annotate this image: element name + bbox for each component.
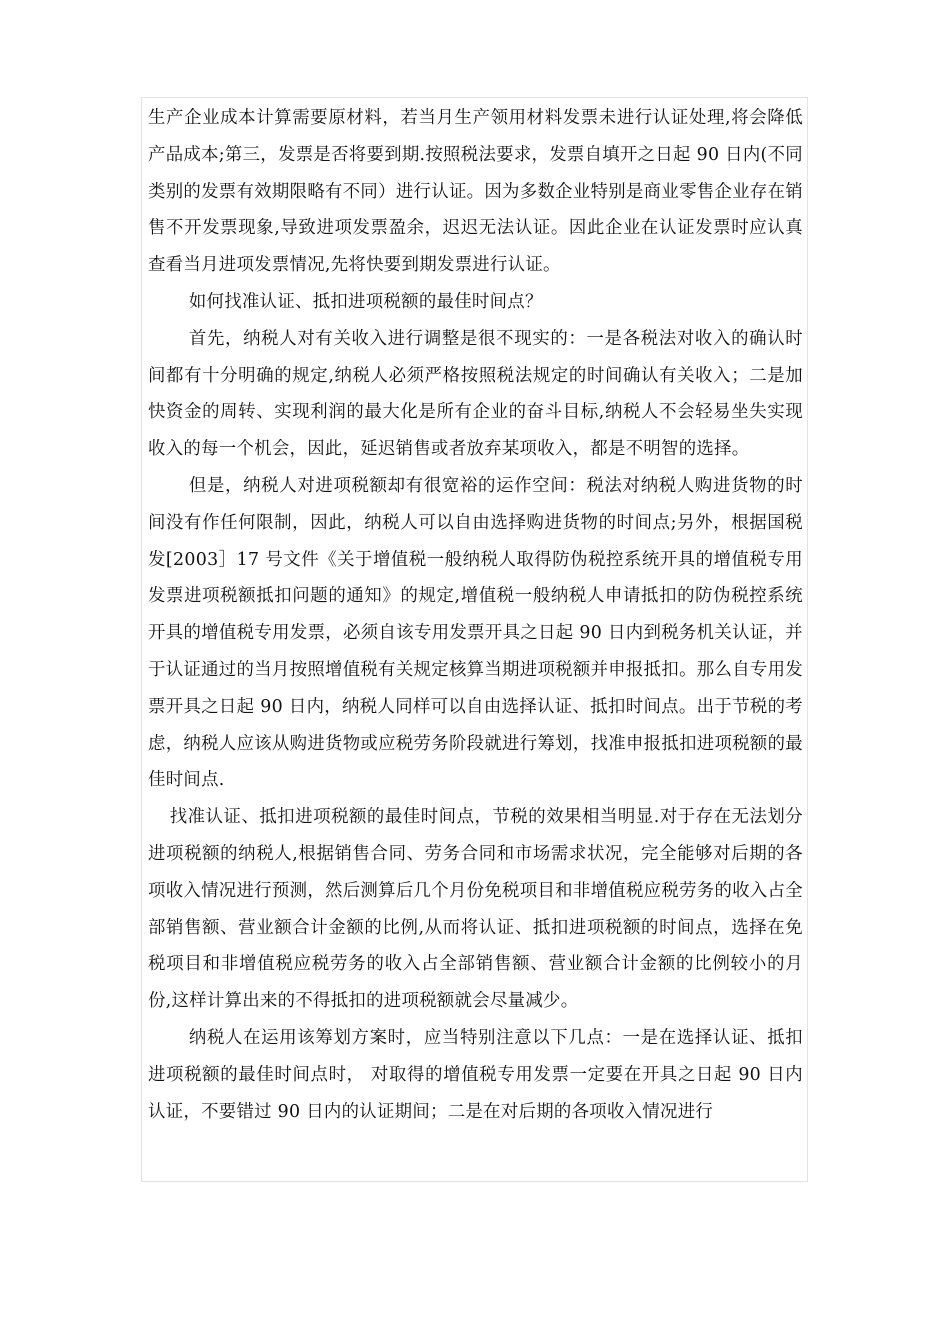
- paragraph-4: 但是，纳税人对进项税额却有很宽裕的运作空间：税法对纳税人购进货物的时间没有作任何限制，因此，纳税人可以自由选择购进货物的时间点;另外，根据国税发[2003］17 号文件《关于增值税一般纳税人取得防伪税控系统开具的增值税专用发票进项税额抵扣问题的通知》的规定,增值税一般纳税人申请抵扣的防伪税控系统开具的增值税专用发票，必须自该专用发票开具之日起 90 日内到税务机关认证，并于认证通过的当月按照增值税有关规定核算当期进项税额并申报抵扣。那么自专用发票开具之日起 90 日内，纳税人同样可以自由选择认证、抵扣时间点。出于节税的考虑，纳税人应该从购进货物或应税劳务阶段就进行筹划，找准申报抵扣进项税额的最佳时间点.: [148, 475, 803, 791]
- document-page: [141, 97, 808, 1182]
- paragraph-1: 生产企业成本计算需要原材料，若当月生产领用材料发票未进行认证处理,将会降低产品成本;第三，发票是否将要到期.按照税法要求，发票自填开之日起 90 日内(不同类别的发票有效期限略有不同）进行认证。因为多数企业特别是商业零售企业存在销售不开发票现象,导致进项发票盈余，迟迟无法认证。因此企业在认证发票时应认真查看当月进项发票情况,先将快要到期发票进行认证。: [148, 108, 803, 276]
- paragraph-3: 首先，纳税人对有关收入进行调整是很不现实的：一是各税法对收入的确认时间都有十分明确的规定,纳税人必须严格按照税法规定的时间确认有关收入；二是加快资金的周转、实现利润的最大化是所有企业的奋斗目标,纳税人不会轻易坐失实现收入的每一个机会，因此，延迟销售或者放弃某项收入，都是不明智的选择。: [148, 328, 803, 460]
- document-body: [148, 100, 803, 1130]
- paragraph-5: 找准认证、抵扣进项税额的最佳时间点，节税的效果相当明显.对于存在无法划分进项税额的纳税人,根据销售合同、劳务合同和市场需求状况，完全能够对后期的各项收入情况进行预测，然后测算后几个月份免税项目和非增值税应税劳务的收入占全部销售额、营业额合计金额的比例,从而将认证、抵扣进项税额的时间点，选择在免税项目和非增值税应税劳务的收入占全部销售额、营业额合计金额的比例较小的月份,这样计算出来的不得抵扣的进项税额就会尽量减少。: [148, 807, 803, 1012]
- paragraph-2-question: 如何找准认证、抵扣进项税额的最佳时间点？: [188, 291, 543, 312]
- paragraph-6: 纳税人在运用该筹划方案时，应当特别注意以下几点：一是在选择认证、抵扣进项税额的最佳时间点时， 对取得的增值税专用发票一定要在开具之日起 90 日内认证，不要错过 90 日内的认证期间；二是在对后期的各项收入情况进行: [148, 1027, 803, 1122]
